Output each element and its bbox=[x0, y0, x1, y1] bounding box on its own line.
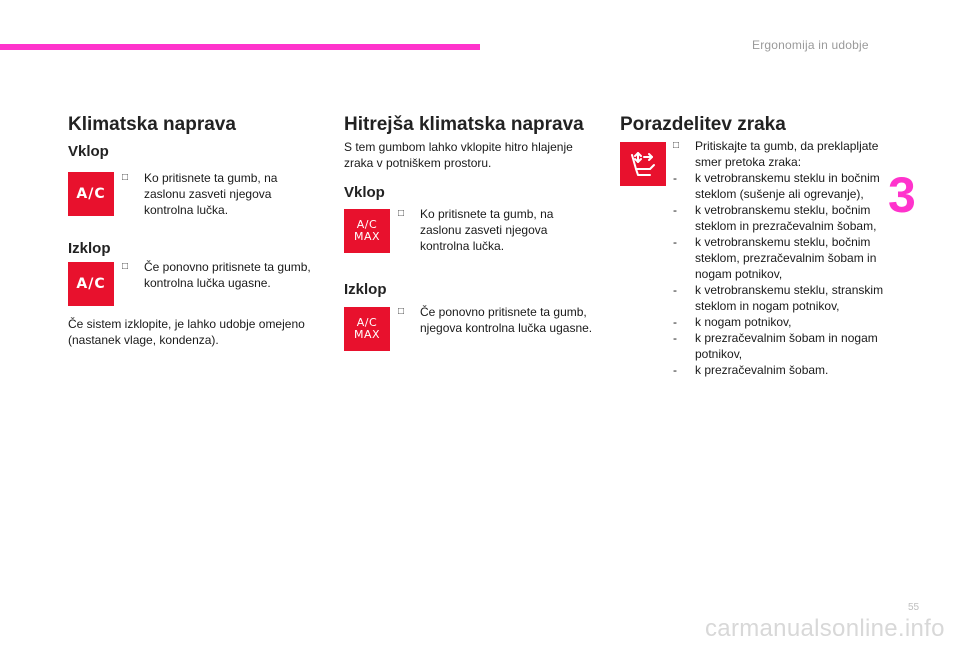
list-item-text: k prezračevalnim šobam. bbox=[695, 363, 829, 377]
vklop-text: Ko pritisnete ta gumb, na zaslonu zasveti njegova kontrolna lučka. bbox=[420, 207, 554, 253]
list-item: - k prezračevalnim šobam. bbox=[673, 363, 829, 377]
izklop-text: Če ponovno pritisnete ta gumb, njegova kontrolna lučka ugasne. bbox=[420, 305, 593, 335]
list-item: - k vetrobranskemu steklu, bočnim steklom in prezračevalnim šobam, bbox=[673, 202, 888, 234]
ac-max-button-icon bbox=[344, 307, 390, 351]
vklop-heading: Vklop bbox=[344, 184, 385, 201]
bullet-icon: □ bbox=[122, 172, 129, 183]
page-number: 55 bbox=[908, 602, 920, 613]
bullet-icon: □ bbox=[673, 140, 680, 151]
intro-text: S tem gumbom lahko vklopite hitro hlajenje zraka v potniškem prostoru. bbox=[344, 140, 573, 170]
distribution-list bbox=[673, 170, 888, 378]
note-text: Če sistem izklopite, je lahko udobje omejeno (nastanek vlage, kondenza). bbox=[68, 317, 305, 347]
chapter-number: 3 bbox=[888, 167, 916, 223]
chapter-title: Ergonomija in udobje bbox=[752, 38, 869, 52]
list-item-text: k vetrobranskemu steklu, bočnim steklom in prezračevalnim šobam, bbox=[695, 203, 877, 233]
section-title: Hitrejša klimatska naprava bbox=[344, 114, 584, 135]
vklop-text: Ko pritisnete ta gumb, na zaslonu zasveti njegova kontrolna lučka. bbox=[144, 171, 278, 217]
ac-icon-label: A/C bbox=[76, 186, 106, 202]
watermark[interactable]: carmanualsonline.info bbox=[705, 615, 945, 642]
ac-max-icon-line2: MAX bbox=[353, 230, 381, 243]
ac-max-icon-line1: A/C bbox=[356, 316, 378, 329]
list-item-text: k vetrobranskemu steklu, bočnim steklom, prezračevalnim šobam in nogam potnikov, bbox=[695, 235, 877, 281]
ac-icon-label: A/C bbox=[76, 276, 106, 292]
izklop-heading: Izklop bbox=[344, 281, 387, 298]
list-item: - k prezračevalnim šobam in nogam potnikov, bbox=[673, 330, 888, 362]
list-item-text: k nogam potnikov, bbox=[695, 315, 792, 329]
list-item: - k vetrobranskemu steklu, stranskim steklom in nogam potnikov, bbox=[673, 282, 888, 314]
list-item-text: k vetrobranskemu steklu, stranskim steklom in nogam potnikov, bbox=[695, 283, 884, 313]
ac-button-icon bbox=[68, 172, 114, 216]
bullet-icon: □ bbox=[398, 208, 405, 219]
list-item-text: k prezračevalnim šobam in nogam potnikov, bbox=[695, 331, 878, 361]
izklop-instruction bbox=[122, 259, 322, 291]
ac-max-button-icon bbox=[344, 209, 390, 253]
bullet-icon: □ bbox=[398, 306, 405, 317]
izklop-text: Če ponovno pritisnete ta gumb, kontrolna lučka ugasne. bbox=[144, 260, 311, 290]
vklop-instruction bbox=[398, 206, 598, 254]
ac-max-icon-line2: MAX bbox=[353, 328, 381, 341]
izklop-heading: Izklop bbox=[68, 240, 111, 257]
accent-bar bbox=[0, 44, 480, 50]
ac-button-icon bbox=[68, 262, 114, 306]
distribution-instruction bbox=[673, 138, 893, 170]
list-item-text: k vetrobranskemu steklu in bočnim steklom (sušenje ali ogrevanje), bbox=[695, 171, 880, 201]
bullet-icon: □ bbox=[122, 261, 129, 272]
list-item: - k vetrobranskemu steklu in bočnim steklom (sušenje ali ogrevanje), bbox=[673, 170, 888, 202]
distribution-intro: Pritiskajte ta gumb, da preklapljate smer pretoka zraka: bbox=[695, 139, 879, 169]
air-distribution-icon bbox=[620, 142, 666, 186]
section-title: Porazdelitev zraka bbox=[620, 114, 786, 135]
list-item: - k nogam potnikov, bbox=[673, 315, 792, 329]
air-distribution-icon bbox=[626, 149, 660, 179]
izklop-instruction bbox=[398, 304, 608, 336]
vklop-heading: Vklop bbox=[68, 143, 109, 160]
ac-max-icon-line1: A/C bbox=[356, 218, 378, 231]
vklop-instruction bbox=[122, 170, 322, 218]
section-title: Klimatska naprava bbox=[68, 114, 236, 135]
list-item: - k vetrobranskemu steklu, bočnim steklom, prezračevalnim šobam in nogam potnikov, bbox=[673, 234, 888, 282]
